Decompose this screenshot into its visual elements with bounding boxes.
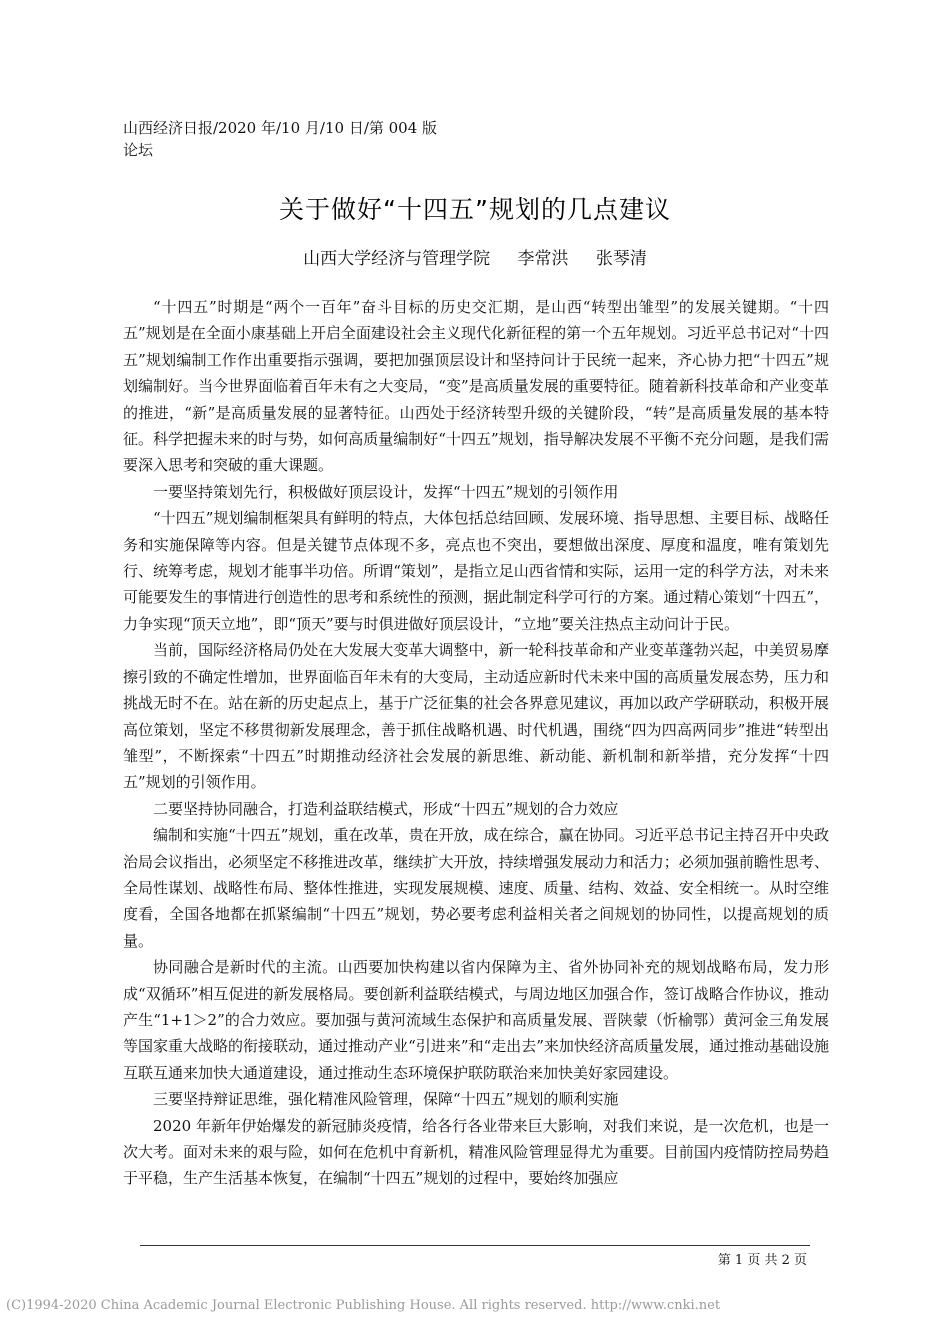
section-heading: 一要坚持策划先行，积极做好顶层设计，发挥“十四五”规划的引领作用 — [153, 482, 619, 501]
paragraph: 协同融合是新时代的主流。山西要加快构建以省内保障为主、省外协同补充的规划战略布局，发力形成“双循环”相互促进的新发展格局。要创新利益联结模式，与周边地区加强合作，签订战略合作协议，推动产生“1+1＞2”的合力效应。要加强与黄河流域生态保护和高质量发展、晋陕蒙（忻榆鄂）黄河金三角发展等国家重大战略的衔接联动，通过推动产业“引进来”和“走出去”来加快经济高质量发展，通过推动基础设施互联互通来加快大通道建设，通过推动生态环境保护联防联治来加快美好家园建设。 — [123, 958, 829, 1082]
paragraph: 当前，国际经济格局仍处在大发展大变革大调整中，新一轮科技革命和产业变革蓬勃兴起，中美贸易摩擦引致的不确定性增加，世界面临百年未有的大变局，主动适应新时代未来中国的高质量发展态势，压力和挑战无时不在。站在新的历史起点上，基于广泛征集的社会各界意见建议，再加以政产学研联动，积极开展高位策划，坚定不移贯彻新发展理念，善于抓住战略机遇、时代机遇，围绕“四为四高两同步”推进“转型出雏型”，不断探索“十四五”时期推动经济社会发展的新思维、新动能、新机制和新举措，充分发挥“十四五”规划的引领作用。 — [123, 641, 829, 792]
paragraph: 2020 年新年伊始爆发的新冠肺炎疫情，给各行各业带来巨大影响，对我们来说，是一次危机，也是一次大考。面对未来的艰与险，如何在危机中育新机，精准风险管理显得尤为重要。目前国内疫情防控局势趋于平稳，生产生活基本恢复，在编制“十四五”规划的过程中，要始终加强应 — [123, 1116, 829, 1188]
affiliation: 山西大学经济与管理学院 — [303, 249, 491, 269]
paragraph: “十四五”规划编制框架具有鲜明的特点，大体包括总结回顾、发展环境、指导思想、主要目标、战略任务和实施保障等内容。但是关键节点体现不多，亮点也不突出，要想做出深度、厚度和温度，唯有策划先行、统筹考虑，规划才能事半功倍。所谓“策划”，是指立足山西省情和实际，运用一定的科学方法，对未来可能要发生的事情进行创造性的思考和系统性的预测，据此制定科学可行的方案。通过精心策划“十四五”，力争实现“顶天立地”，即“顶天”要与时俱进做好顶层设计，“立地”要关注热点主动问计于民。 — [123, 509, 829, 633]
footer-divider — [140, 1245, 810, 1246]
author-name: 李常洪 — [517, 249, 569, 269]
page-number: 第 1 页 共 2 页 — [717, 1253, 807, 1268]
byline — [0, 244, 950, 269]
paragraph: “十四五”时期是“两个一百年”奋斗目标的历史交汇期，是山西“转型出雏型”的发展关键期。“十四五”规划是在全面小康基础上开启全面建设社会主义现代化新征程的第一个五年规划。习近平总书记对“十四五”规划编制工作作出重要指示强调，要把加强顶层设计和坚持问计于民统一起来，齐心协力把“十四五”规划编制好。当今世界面临着百年未有之大变局，“变”是高质量发展的重要特征。随着新科技革命和产业变革的推进，“新”是高质量发展的显著特征。山西处于经济转型升级的关键阶段，“转”是高质量发展的基本特征。科学把握未来的时与势，如何高质量编制好“十四五”规划，指导解决发展不平衡不充分问题，是我们需要深入思考和突破的重大课题。 — [123, 298, 829, 475]
section-heading: 三要坚持辩证思维，强化精准风险管理，保障“十四五”规划的顺利实施 — [153, 1090, 619, 1109]
article-body — [123, 294, 829, 1192]
section-heading: 二要坚持协同融合，打造利益联结模式，形成“十四五”规划的合力效应 — [153, 799, 619, 818]
paragraph: 编制和实施“十四五”规划，重在改革，贵在开放，成在综合，赢在协同。习近平总书记主持召开中央政治局会议指出，必须坚定不移推进改革，继续扩大开放，持续增强发展动力和活力；必须加强前瞻性思考、全局性谋划、战略性布局、整体性推进，实现发展规模、速度、质量、结构、效益、安全相统一。从时空维度看，全国各地都在抓紧编制“十四五”规划，势必要考虑利益相关者之间规划的协同性，以提高规划的质量。 — [123, 826, 829, 950]
source-info — [123, 117, 437, 161]
source-line: 山西经济日报/2020 年/10 月/10 日/第 004 版 — [123, 119, 438, 137]
column-name: 论坛 — [123, 141, 154, 159]
article-title: 关于做好“十四五”规划的几点建议 — [279, 195, 671, 224]
author-name: 张琴清 — [595, 249, 647, 269]
copyright-notice: (C)1994-2020 China Academic Journal Electronic Publishing House. All rights reserved. http://www.cnki.net — [6, 1298, 721, 1313]
